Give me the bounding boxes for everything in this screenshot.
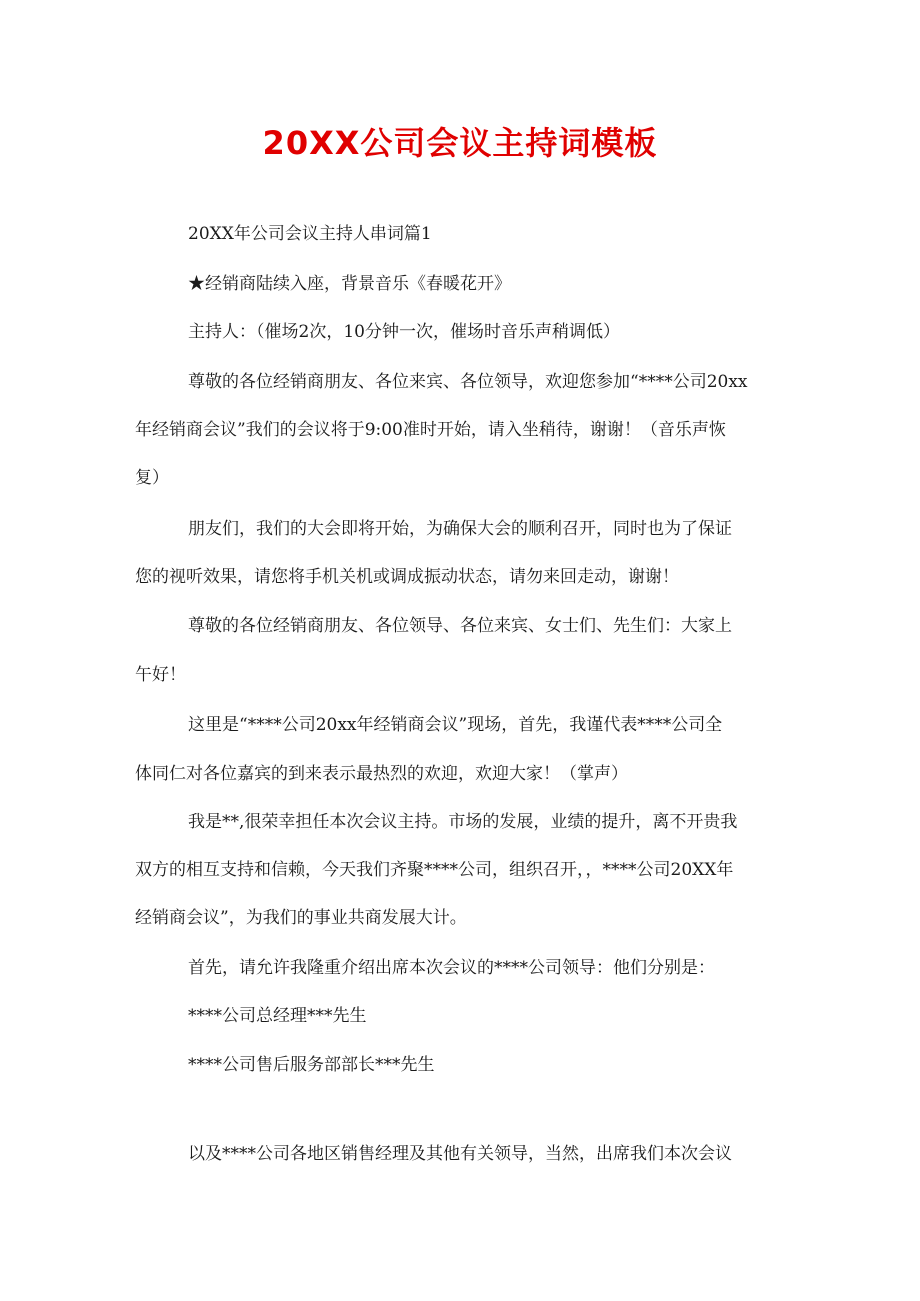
text-line: ****公司总经理***先生: [188, 1006, 367, 1026]
text-line: 双方的相互支持和信赖，今天我们齐聚****公司，组织召开，，****公司20XX年: [135, 860, 734, 880]
text-line: 主持人：（催场2次，10分钟一次，催场时音乐声稍调低）: [188, 322, 620, 342]
text-line: 首先，请允许我隆重介绍出席本次会议的****公司领导：他们分别是：: [188, 958, 715, 978]
text-line: 体同仁对各位嘉宾的到来表示最热烈的欢迎，欢迎大家！（掌声）: [135, 764, 628, 784]
text-line: 以及****公司各地区销售经理及其他有关领导，当然，出席我们本次会议: [188, 1144, 732, 1164]
text-line: 尊敬的各位经销商朋友、各位领导、各位来宾、女士们、先生们：大家上: [188, 616, 732, 636]
text-line: ****公司售后服务部部长***先生: [188, 1055, 435, 1075]
text-line: 复）: [135, 468, 169, 488]
text-line: 这里是“****公司20xx年经销商会议”现场，首先，我谨代表****公司全: [188, 715, 723, 735]
text-line: 您的视听效果，请您将手机关机或调成振动状态，请勿来回走动，谢谢！: [135, 567, 679, 587]
text-line: 朋友们，我们的大会即将开始，为确保大会的顺利召开，同时也为了保证: [188, 519, 732, 539]
text-line: ★经销商陆续入座，背景音乐《春暖花开》: [188, 274, 511, 294]
text-line: 我是**,很荣幸担任本次会议主持。市场的发展，业绩的提升，离不开贵我: [188, 812, 738, 832]
text-line: 年经销商会议”我们的会议将于9:00准时开始，请入坐稍待，谢谢！（音乐声恢: [135, 420, 726, 440]
heading-line: 20XX年公司会议主持人串词篇1: [188, 224, 432, 244]
document-title: 20XX公司会议主持词模板: [262, 124, 658, 162]
text-line: 尊敬的各位经销商朋友、各位来宾、各位领导，欢迎您参加“****公司20xx: [188, 372, 748, 392]
text-line: 经销商会议”，为我们的事业共商发展大计。: [135, 908, 467, 928]
text-line: 午好！: [135, 665, 186, 685]
